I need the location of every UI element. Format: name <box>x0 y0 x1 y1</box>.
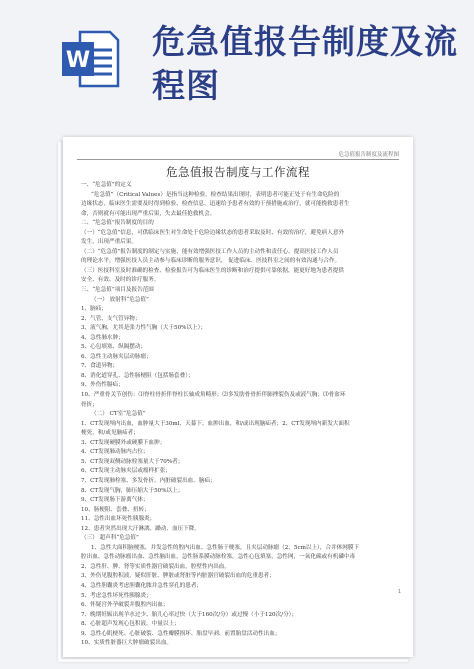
body-line: 6、怀疑宫外孕破裂并腹腔内出血； <box>81 602 169 609</box>
body-line: 7、CT发现肺栓塞、多发骨折、内脏破裂出血、脑疝； <box>81 477 216 484</box>
word-document-icon <box>60 28 122 90</box>
body-line: 7、食道异物； <box>81 363 119 370</box>
body-line: （一）“危急值”信息，可供临床医生对生命处于危险边缘状态的患者采取及时、有效的治疗，避免病人意外 <box>81 229 345 236</box>
body-line: 的理论水平，增强医技人员主动参与临床诊断的服务意识， 促进临床、医技科室之间的有效沟通与合作。 <box>81 258 341 265</box>
body-line: 1、CT发现颅内出血，血肿量大于30ml，天幕下、血肿出血，和/或出现脑疝者；2、CT发现颅内新发大面积 <box>81 420 350 427</box>
body-line: 10、严重骨关节创伤：⑴脊柱骨折伴脊柱长轴成角畸形；⑵多发肋骨骨折伴肺挫裂伤及或液气胸；⑶骨盆环 <box>81 392 346 399</box>
body-line: 8、消化道穿孔、急性肠梗阻（包括肠套叠）； <box>81 372 194 379</box>
body-line: 二、“危急值”报告制度的目的 <box>81 220 154 227</box>
body-line: 骨折； <box>81 401 98 408</box>
body-line: 10、肠梗阻、套叠、扭转； <box>81 506 150 513</box>
body-line: 12、患者突然出现大汗淋漓、躁动、血压下降。 <box>81 525 200 532</box>
body-line: 6、急性主动脉夹层动脉瘤； <box>81 353 152 360</box>
body-line: 4、急性肺水肿； <box>81 334 124 341</box>
body-line: 2、急性肝、脾、肾等实质性器官破裂出血，腔壁性内出血。 <box>81 563 230 570</box>
body-line: 9、外伤性膈疝； <box>81 382 124 389</box>
body-line: 8、CT发现气胸，肺压缩大于50%以上； <box>81 487 184 494</box>
body-line: 9、CT发现肠下游离气体； <box>81 497 149 504</box>
body-line: 4、急性胆囊炎考虑胆囊化脓并急性穿孔的患者； <box>81 582 203 589</box>
body-line: 1、脑疝； <box>81 306 107 313</box>
body-line: 10、实质性脏器巨大肿瘤破裂出血。 <box>81 640 173 647</box>
word-icon-letter: W <box>65 48 91 73</box>
document-page <box>63 137 413 657</box>
body-line: “危急值”（Critical Values）是指当这种检验、检查结果出现时，表明患者可能正处于有生命危险的 <box>91 191 340 198</box>
body-line: （一） 放射科“危急值” <box>91 296 149 303</box>
body-line: （二）“危急值”报告制度的制定与实施，能有效增强医技工作人员的主动性和责任心，提高医技工作人员 <box>81 248 339 255</box>
body-line: 4、CT发现肺动脉内占位； <box>81 449 149 456</box>
body-line: 3、CT发现硬膜外或硬膜下血肿； <box>81 439 166 446</box>
body-line: 腔出血、急性动脉瘤出血、急性脑出血，急性肠系膜动脉栓塞，急性心包填塞，急性网，一氧化碳或有机磷中毒 <box>81 554 356 561</box>
body-line: 9、急性心肌梗死、心脏破裂、急性瓣膜损坏、胎盘早剥、前置胎盘活动性出血； <box>81 630 281 637</box>
body-line: 1、急性大面积脑梗塞，并发急性的腔内出血、急性肠干梗塞，且夹层动脉瘤（2、5cm以上），合并体网膜下 <box>91 544 360 551</box>
running-head: 危急值报告制度及流程图 <box>338 152 399 158</box>
body-line: 安全、有效、及时的诊疗服务。 <box>81 277 160 284</box>
body-line: 5、CT发现双侧动脉栓塞量大于70%者； <box>81 458 184 465</box>
document-title: 危急值报告制度与工作流程 <box>166 165 310 179</box>
body-line: （二） CT室“危急值” <box>91 411 146 418</box>
body-line: 命，否则就有可能出现严重后果，失去最佳抢救机会。 <box>81 210 216 217</box>
body-line: 6、CT发现主动脉夹层或瘤样扩张； <box>81 468 171 475</box>
document-body <box>81 181 399 649</box>
body-line: 5、心包填塞、纵隔摆动； <box>81 344 147 351</box>
body-line: 11、急性出血坏死性胰腺炎； <box>81 516 156 523</box>
body-line: 发生，出现严重后果。 <box>81 239 137 246</box>
banner <box>0 0 474 118</box>
body-line: 8、心脏超声发现心包积液，中量以上； <box>81 621 180 628</box>
body-line: 7、晚期妊娠出现羊水过少、胎儿心率过快（大于160次/分）或过慢（小于120次/分）； <box>81 611 298 618</box>
banner-title: 危急值报告制度及流程图 <box>152 22 458 105</box>
body-line: 梗死，和/或见脑疝者； <box>81 430 139 437</box>
body-line: （三）医技科室及时准确的检查、检验报告可为临床医生的诊断和治疗提供可靠依据，能更好地为患者提供 <box>81 267 344 274</box>
body-line: （三） 超声科“危急值” <box>81 535 139 542</box>
body-line: 3、外伤见腹腔积液，疑似肝脏、脾脏或肾脏等内脏器官破裂出血的危重患者； <box>81 573 275 580</box>
page-number: 1 <box>397 589 401 595</box>
body-line: 2、气管、支气管异物； <box>81 315 141 322</box>
body-line: 5、考虑急性坏死性胰腺炎； <box>81 592 152 599</box>
header-rule <box>77 159 399 160</box>
body-line: 三、“危急值”项目及报告范围 <box>81 287 154 294</box>
body-line: 一、“危急值”的定义 <box>81 182 132 188</box>
body-line: 3、液气胸，尤其是张力性气胸（大于50%以上）； <box>81 325 207 332</box>
body-line: 边缘状态，临床医生需要及时得到检验、检查信息，迅速给予患者有效的干预措施或治疗，就可能挽救患者生 <box>81 201 350 208</box>
